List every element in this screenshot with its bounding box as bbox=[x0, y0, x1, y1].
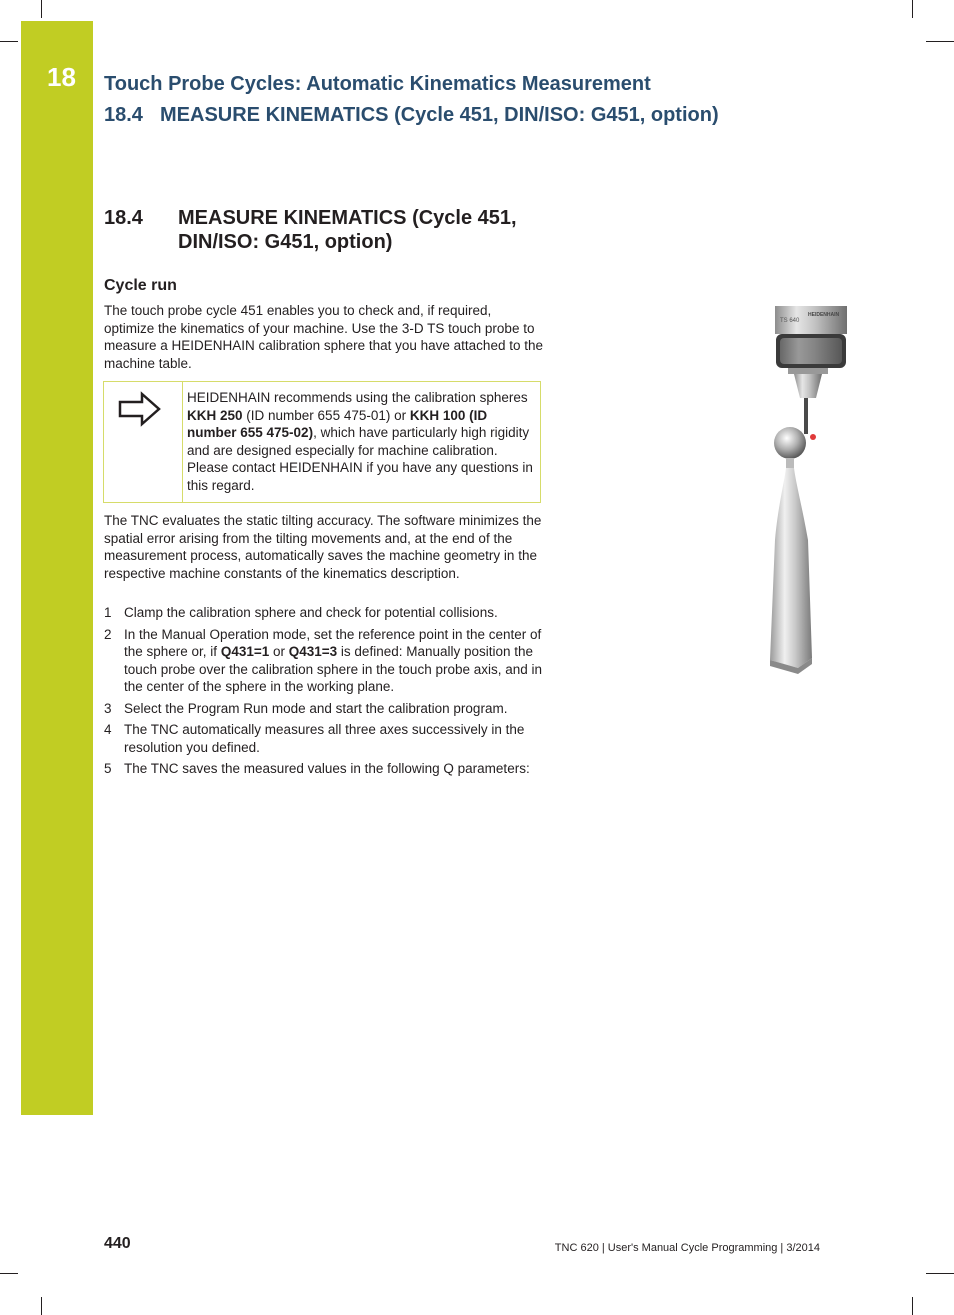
section-number: 18.4 bbox=[104, 207, 143, 229]
running-header-section bbox=[104, 104, 719, 127]
step-bold-q431-1: Q431=1 bbox=[220, 644, 270, 659]
running-header-section-number: 18.4 bbox=[104, 104, 143, 126]
step-text: Select the Program Run mode and start the calibration program. bbox=[124, 700, 508, 716]
arrow-right-icon bbox=[118, 391, 162, 427]
crop-mark bbox=[41, 0, 42, 18]
running-header-section-title: MEASURE KINEMATICS (Cycle 451, DIN/ISO: G451, option) bbox=[160, 104, 719, 126]
body-paragraph: The TNC evaluates the static tilting accuracy. The software minimizes the spatial error arising from the tilting movements and, at the end of the measurement process, automatically saves the machine geometry in the respective machine constants of the kinematics description. bbox=[104, 513, 542, 581]
subheading: Cycle run bbox=[104, 277, 177, 294]
chapter-sidebar bbox=[21, 21, 93, 1115]
step-text: In the Manual Operation mode, set the reference point in the center of the sphere or, if bbox=[124, 626, 542, 659]
list-item bbox=[104, 604, 544, 622]
step-number: 1 bbox=[104, 605, 112, 620]
probe-brand: HEIDENHAIN bbox=[808, 312, 840, 318]
note-text-part: (ID number 655 475-01) or bbox=[242, 407, 410, 423]
steps-list bbox=[104, 604, 544, 782]
page-number: 440 bbox=[104, 1235, 131, 1252]
probe-label: TS 640 bbox=[780, 318, 800, 324]
chapter-number: 18 bbox=[47, 62, 76, 92]
crop-mark bbox=[912, 1297, 913, 1315]
crop-mark bbox=[926, 41, 954, 42]
step-text: The TNC saves the measured values in the following Q parameters: bbox=[124, 761, 530, 776]
crop-mark bbox=[0, 41, 18, 42]
step-bold-q431-3: Q431=3 bbox=[288, 644, 338, 659]
list-item bbox=[104, 760, 544, 778]
step-text: is defined: Manually position the touch probe over the calibration sphere in the touch probe axis, and in the center of the sphere in the working plane. bbox=[124, 644, 543, 694]
section-title-line1: MEASURE KINEMATICS (Cycle 451, bbox=[178, 207, 517, 229]
list-item bbox=[104, 626, 544, 696]
note-bold-kkh100: KKH 100 (ID number 655 475-02) bbox=[187, 407, 488, 441]
footer-text: TNC 620 | User's Manual Cycle Programming | 3/2014 bbox=[554, 1242, 820, 1254]
note-divider bbox=[182, 381, 183, 503]
step-number: 4 bbox=[104, 722, 112, 737]
crop-mark bbox=[0, 1273, 18, 1274]
step-number: 5 bbox=[104, 761, 112, 776]
step-number: 3 bbox=[104, 700, 112, 716]
step-text: The TNC automatically measures all three axes successively in the resolution you defined. bbox=[124, 722, 525, 755]
list-item bbox=[104, 721, 544, 756]
step-text: or bbox=[269, 644, 289, 659]
note-text bbox=[187, 389, 537, 495]
list-item bbox=[104, 700, 544, 718]
intro-paragraph: The touch probe cycle 451 enables you to check and, if required, optimize the kinematics of your machine. Use the 3-D TS touch probe to measure a HEIDENHAIN calibration sphere that you have attached to the machine table. bbox=[104, 303, 543, 371]
crop-mark bbox=[926, 1273, 954, 1274]
step-number: 2 bbox=[104, 626, 112, 642]
crop-mark bbox=[41, 1297, 42, 1315]
step-text: Clamp the calibration sphere and check for potential collisions. bbox=[124, 605, 498, 620]
section-title-line2: DIN/ISO: G451, option) bbox=[178, 231, 393, 253]
note-text-part: , which have particularly high rigidity and are designed especially for machine calibration. Please contact HEIDENHAIN if you have any questions in this regard. bbox=[187, 425, 533, 493]
touch-probe-photo bbox=[728, 306, 852, 680]
crop-mark bbox=[912, 0, 913, 18]
note-bold-kkh250: KKH 250 bbox=[187, 407, 243, 423]
note-text-part: HEIDENHAIN recommends using the calibration spheres bbox=[187, 390, 528, 405]
running-header-title: Touch Probe Cycles: Automatic Kinematics Measurement bbox=[104, 73, 651, 95]
